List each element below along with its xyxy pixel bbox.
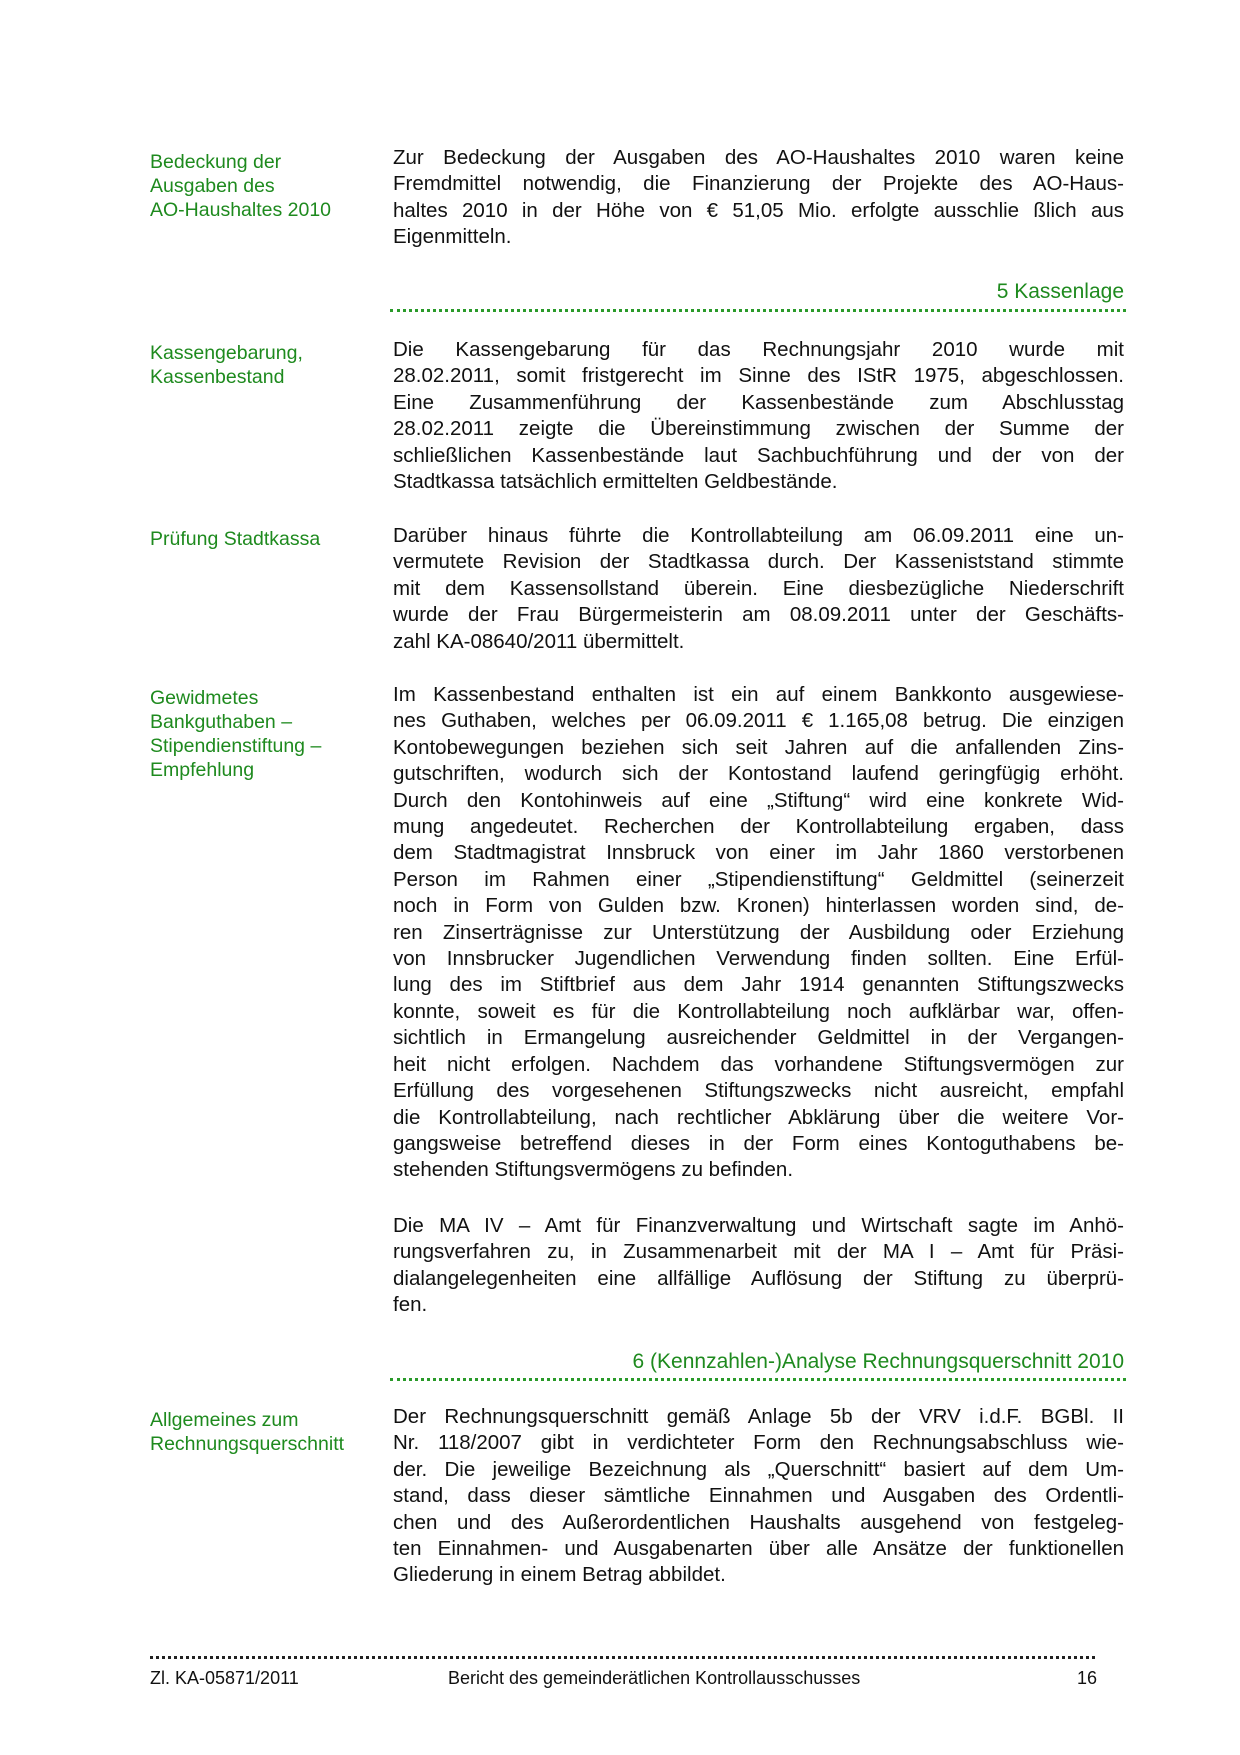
text-line: nes Guthaben, welches per 06.09.2011 € 1.165,08 betrug. Die einzigen [393,709,1124,733]
text-line: von Innsbrucker Jugendlichen Verwendung finden sollten. Eine Erfül- [393,947,1124,971]
paragraph [393,1213,1124,1319]
text-line: sichtlich in Ermangelung ausreichender Geldmittel in der Vergangen- [393,1026,1124,1050]
text-line: fen. [393,1293,428,1317]
paragraph [393,337,1124,495]
text-line: mit dem Kassensollstand überein. Eine diesbezügliche Niederschrift [393,576,1124,600]
text-line: mung angedeutet. Recherchen der Kontrollabteilung ergaben, dass [393,815,1124,839]
margin-label [150,1408,380,1456]
section-rule [390,1378,1126,1381]
text-line: die Kontrollabteilung, nach rechtlicher Abklärung über die weitere Vor- [393,1105,1124,1129]
text-line: wurde der Frau Bürgermeisterin am 08.09.2011 unter der Geschäfts- [393,603,1124,627]
section-heading: 6 (Kennzahlen-)Analyse Rechnungsquerschnitt 2010 [632,1350,1124,1373]
paragraph [393,682,1124,1184]
text-line: Durch den Kontohinweis auf eine „Stiftung“ wird eine konkrete Wid- [393,788,1124,812]
text-line: zahl KA-08640/2011 übermittelt. [393,629,685,653]
label-line: Stipendienstiftung – [150,735,322,757]
text-line: Im Kassenbestand enthalten ist ein auf einem Bankkonto ausgewiese- [393,683,1124,706]
text-line: 28.02.2011, somit fristgerecht im Sinne des IStR 1975, abgeschlossen. [393,364,1124,388]
text-line: Die MA IV – Amt für Finanzverwaltung und Wirtschaft sagte im Anhö- [393,1214,1124,1237]
text-line: stand, dass dieser sämtliche Einnahmen und Ausgaben des Ordentli- [393,1484,1124,1508]
text-line: dialangelegenheiten eine allfällige Auflösung der Stiftung zu überprü- [393,1266,1124,1290]
footer-reference: Zl. KA-05871/2011 [150,1668,299,1688]
text-line: Kontobewegungen beziehen sich seit Jahren auf die anfallenden Zins- [393,735,1124,759]
text-line: dem Stadtmagistrat Innsbruck von einer im Jahr 1860 verstorbenen [393,841,1124,865]
label-line: Gewidmetes [150,687,259,709]
text-line: Fremdmittel notwendig, die Finanzierung der Projekte des AO-Haus- [393,172,1124,196]
text-line: stehenden Stiftungsvermögens zu befinden. [393,1158,794,1182]
page-number: 16 [1077,1668,1098,1688]
label-line: Empfehlung [150,759,255,781]
text-line: Der Rechnungsquerschnitt gemäß Anlage 5b der VRV i.d.F. BGBl. II [393,1405,1124,1428]
section-rule [390,309,1126,312]
label-line: Bankguthaben – [150,711,293,733]
label-line: AO-Haushaltes 2010 [150,199,332,221]
paragraph [393,1404,1124,1589]
text-line: noch in Form von Gulden bzw. Kronen) hinterlassen worden sind, de- [393,894,1124,918]
text-line: Eigenmitteln. [393,225,512,249]
label-line: Allgemeines zum [150,1409,299,1431]
paragraph [393,145,1124,251]
text-line: Zur Bedeckung der Ausgaben des AO-Haushaltes 2010 waren keine [393,146,1124,169]
text-line: schließlichen Kassenbestände laut Sachbuchführung und der von der [393,443,1124,467]
margin-label [150,341,380,389]
label-line: Ausgaben des [150,175,275,197]
text-line: Stadtkassa tatsächlich ermittelten Geldbestände. [393,470,838,494]
text-line: heit nicht erfolgen. Nachdem das vorhandene Stiftungsvermögen zur [393,1052,1124,1076]
paragraph [393,523,1124,655]
margin-label [150,527,380,551]
footer-title: Bericht des gemeinderätlichen Kontrollausschusses [448,1668,861,1688]
section-heading: 5 Kassenlage [996,280,1124,303]
text-line: gutschriften, wodurch sich der Kontostand laufend geringfügig erhöht. [393,762,1124,786]
margin-label [150,150,380,222]
label-line: Kassengebarung, [150,342,303,364]
text-line: lung des im Stiftbrief aus dem Jahr 1914 genannten Stiftungszwecks [393,973,1124,997]
label-line: Bedeckung der [150,151,282,173]
text-line: Eine Zusammenführung der Kassenbestände zum Abschlusstag [393,390,1124,414]
footer-rule [150,1656,1095,1659]
text-line: Darüber hinaus führte die Kontrollabteilung am 06.09.2011 eine un- [393,524,1124,547]
text-line: Erfüllung des vorgesehenen Stiftungszwecks nicht ausreicht, empfahl [393,1079,1124,1103]
label-line: Prüfung Stadtkassa [150,528,321,550]
text-line: vermutete Revision der Stadtkassa durch. Der Kasseniststand stimmte [393,550,1124,574]
label-line: Kassenbestand [150,366,285,388]
text-line: ten Einnahmen- und Ausgabenarten über alle Ansätze der funktionellen [393,1537,1124,1561]
text-line: Person im Rahmen einer „Stipendienstiftung“ Geldmittel (seinerzeit [393,867,1124,891]
margin-label [150,686,380,782]
text-line: 28.02.2011 zeigte die Übereinstimmung zwischen der Summe der [393,417,1124,441]
text-line: ren Zinserträgnisse zur Unterstützung der Ausbildung oder Erziehung [393,920,1124,944]
label-line: Rechnungsquerschnitt [150,1433,345,1455]
text-line: Die Kassengebarung für das Rechnungsjahr 2010 wurde mit [393,338,1124,361]
text-line: haltes 2010 in der Höhe von € 51,05 Mio. erfolgte ausschlie ßlich aus [393,198,1124,222]
text-line: konnte, soweit es für die Kontrollabteilung noch aufklärbar war, offen- [393,999,1124,1023]
text-line: Gliederung in einem Betrag abbildet. [393,1563,726,1587]
text-line: der. Die jeweilige Bezeichnung als „Querschnitt“ basiert auf dem Um- [393,1457,1124,1481]
text-line: chen und des Außerordentlichen Haushalts ausgehend von festgeleg- [393,1510,1124,1534]
text-line: gangsweise betreffend dieses in der Form eines Kontoguthabens be- [393,1131,1124,1155]
text-line: rungsverfahren zu, in Zusammenarbeit mit der MA I – Amt für Präsi- [393,1240,1124,1264]
text-line: Nr. 118/2007 gibt in verdichteter Form den Rechnungsabschluss wie- [393,1431,1124,1455]
